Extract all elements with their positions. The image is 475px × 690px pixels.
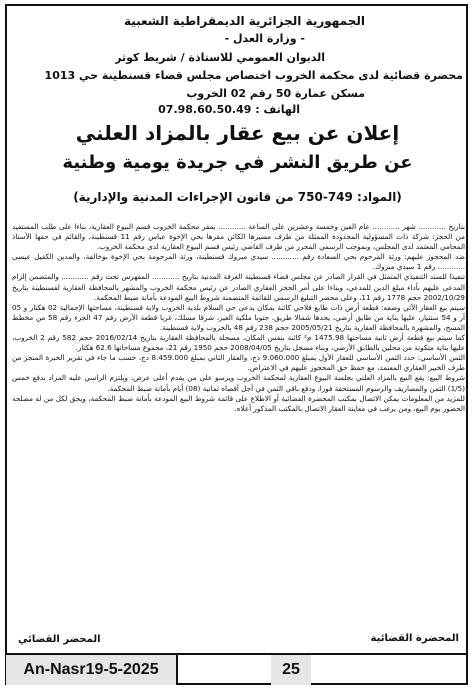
republic-heading: الجمهورية الجزائرية الديمقراطية الشعبية <box>123 14 365 28</box>
announcement-subtitle: عن طريق النشر في جريدة يومية وطنية <box>62 152 413 173</box>
body-paragraph: سيتم بيع العقار الآتي وصفه: قطعة أرض ذات طابع فلاحي كائنة بمكان يدعى حي السلام بلدية الخروب ولاية قسنطينة، مساحتها الإجمالية 02 هكتار و 05 آر و 54 سنتيار، عليها بناية من طابق أرضي، يحدها شمالا طريق، جنوبا ملكية الغير، شرقا مسلك، غربا قطعة الأرض رقم 47 الجزء رقم 58 من مخطط المسح، والمشهرة بالمحافظة العقارية بتاريخ 2005/05/21 حجم 238 رقم 48 بالخروب ولاية قسنطينة. <box>12 302 465 332</box>
newspaper-date: An-Nasr19-5-2025 <box>6 655 178 685</box>
body-paragraph: شروط البيع: يقع البيع بالمزاد العلني بجلسة البيوع العقارية لمحكمة الخروب ويرسو على من يقدم أعلى عرض، ويلتزم الراسي عليه المزاد بدفع خمس (1/5) الثمن والمصاريف والرسوم المستحقة فورا، ودفع باقي الثمن في أجل أقصاه ثمانية (08) أيام بأمانة ضبط المحكمة. <box>12 373 465 393</box>
body-paragraph: كما سيتم بيع قطعة أرض ثانية مساحتها 1475.98 م² كائنة بنفس المكان، مسجلة بالمحافظة العقارية بتاريخ 2016/02/14 حجم 582 رقم 2 الخروب، عليها بناية متكونة من محلين بالطابق الأرضي، وبناء مسجل بتاريخ 2008/04/05 حجم 1950 رقم 21، مجموع مساحاتها 62.6 هكتار. <box>12 333 465 353</box>
body-paragraph: تنفيذا للسند التنفيذي المتمثل في القرار الصادر عن مجلس قضاء قسنطينة الغرفة المدنية بتاريخ ............ المفهرس تحت رقم ............ والمتضمن إلزام المدعى عليهم بأداء مبلغ الدين للمدعي، وبناءا على أمر الحجز العقاري الصادر عن رئيس محكمة الخروب والمشهر بالمحافظة العقارية لقسنطينة بتاريخ 2002/10/29 حجم 1778 رقم 11، وعلى محضر التبليغ الرسمي للقائمة المتضمنة شروط البيع المودعة بأمانة ضبط المحكمة. <box>12 272 465 302</box>
body-paragraph: بتاريخ ............ شهر ............ عام الفين وخمسة وعشرين على الساعة ............ بمقر محكمة الخروب قسم البيوع العقارية، بناءا على طلب المستفيد من الحجز: شركة ذات المسؤولية المحدودة الممثلة من طرف مسيرها الكائن مقرها بحي الإخوة عباس رقم 11 قسنطينة، والقائم في حقها الأستاذ المحامي المعتمد لدى المجلس، وبموجب الرسمي المحرر من طرف القاضي رئيس قسم البيوع العقارية لدى محكمة الخروب. <box>12 222 465 252</box>
page-footer <box>6 653 468 685</box>
office-seal-label: المحضر القضائي <box>18 634 101 645</box>
phone-line: الهاتف : 07.98.60.50.49 <box>158 103 300 116</box>
body-paragraph: الثمن الأساسي: حدد الثمن الأساسي للعقار الأول بمبلغ 9.060.000 دج، والعقار الثاني بمبلغ 8.459.000 دج، حسب ما جاء في تقرير الخبرة المنجز من طرف الخبير العقاري المعتمد، مع حفظ حق المحجوز عليهم في الاعتراض. <box>12 353 465 373</box>
jurisdiction-line: محضرة قضائية لدى محكمة الخروب اختصاص مجلس قضاء قسنطينة حي 1013 <box>44 69 463 82</box>
ministry-heading: - وزارة العدل - <box>224 32 305 45</box>
announcement-title: إعلان عن بيع عقار بالمزاد العلني <box>75 121 400 145</box>
announcement-body <box>12 222 465 630</box>
office-heading: الديوان العمومي للاستاذة / شريط كوثر <box>115 51 325 64</box>
legal-reference: (المواد: 749-750 من قانون الإجراءات المدنية والإدارية) <box>73 190 402 204</box>
body-paragraph: ضد المحجوز عليهم: ورثة المرحوم بحي السعادة رقم ............ سيدي مبروك قسنطينة، ورثة المرحومة بحي الإخوة بوخالفة، والمدين الكفيل عيسى ............ رقم 1 سيدي مبروك. <box>12 252 465 272</box>
page-number: 25 <box>271 655 311 685</box>
signature-label: المحضرة القضائية <box>370 633 459 644</box>
body-paragraph: للمزيد من المعلومات يمكن الاتصال بمكتب المحضرة القضائية أو الاطلاع على قائمة شروط البيع المودعة بأمانة ضبط المحكمة، ويحق لكل من له مصلحة الحضور يوم البيع، ومن يرغب في معاينة العقار الاتصال بالمكتب المذكور أعلاه. <box>12 393 465 413</box>
address-line: مسكن عمارة 50 رقم 02 الخروب <box>186 87 365 100</box>
